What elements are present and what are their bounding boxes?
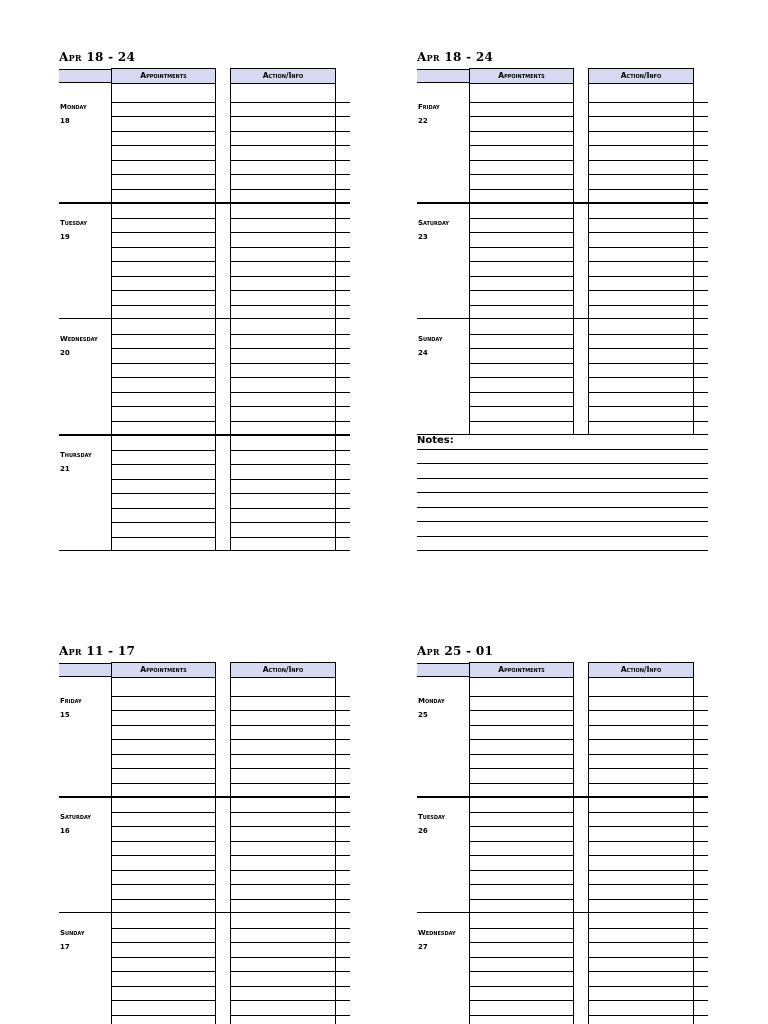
action-slot[interactable] [230,363,350,364]
action-slot[interactable] [230,696,350,697]
action-info-header: Action/Info [588,662,694,678]
day-number: 21 [60,465,70,473]
grid-bottom-line [417,434,708,435]
action-slot[interactable] [588,710,708,711]
day-number: 22 [418,117,428,125]
action-slot[interactable] [588,855,708,856]
appointment-slot[interactable] [469,754,574,755]
action-slot[interactable] [230,710,350,711]
action-slot[interactable] [588,189,708,190]
day-name: Tuesday [60,219,88,227]
appointment-slot[interactable] [111,508,216,509]
day-number: 19 [60,233,70,241]
appointments-header: Appointments [111,662,216,678]
action-slot[interactable] [588,290,708,291]
day-name: Thursday [60,451,92,459]
action-slot[interactable] [588,421,708,422]
action-slot[interactable] [230,739,350,740]
day-number: 27 [418,943,428,951]
action-slot[interactable] [588,116,708,117]
action-slot[interactable] [230,826,350,827]
day-separator [59,318,350,319]
action-slot[interactable] [588,305,708,306]
action-slot[interactable] [230,145,350,146]
action-slot[interactable] [588,1015,708,1016]
appointment-slot[interactable] [469,174,574,175]
day-number: 23 [418,233,428,241]
appointment-slot[interactable] [469,957,574,958]
appointment-slot[interactable] [469,928,574,929]
appointment-slot[interactable] [469,334,574,335]
action-slot[interactable] [230,102,350,103]
appointment-slot[interactable] [469,102,574,103]
planner-page [417,644,708,1024]
appointment-slot[interactable] [469,942,574,943]
appointment-slot[interactable] [469,826,574,827]
action-slot[interactable] [588,754,708,755]
appointment-slot[interactable] [469,696,574,697]
appointment-slot[interactable] [111,1000,216,1001]
appointment-slot[interactable] [469,971,574,972]
action-slot[interactable] [230,899,350,900]
action-slot[interactable] [230,261,350,262]
appointment-slot[interactable] [111,928,216,929]
action-slot[interactable] [230,986,350,987]
appointment-slot[interactable] [111,479,216,480]
action-slot[interactable] [230,290,350,291]
action-slot[interactable] [230,754,350,755]
appointment-slot[interactable] [469,406,574,407]
appointment-slot[interactable] [111,826,216,827]
notes-line[interactable] [417,521,708,522]
appointment-slot[interactable] [469,189,574,190]
action-slot[interactable] [230,783,350,784]
day-separator [59,434,350,436]
appointment-slot[interactable] [469,145,574,146]
action-slot[interactable] [588,957,708,958]
action-slot[interactable] [588,899,708,900]
appointments-column [469,84,574,435]
appointment-slot[interactable] [111,537,216,538]
action-slot[interactable] [588,145,708,146]
action-slot[interactable] [230,392,350,393]
action-slot[interactable] [588,1000,708,1001]
action-slot[interactable] [230,450,350,451]
notes-line[interactable] [417,463,708,464]
appointment-slot[interactable] [469,1000,574,1001]
notes-line[interactable] [417,507,708,508]
action-slot[interactable] [588,102,708,103]
action-slot[interactable] [230,377,350,378]
appointment-slot[interactable] [111,145,216,146]
action-info-header: Action/Info [230,68,336,84]
action-slot[interactable] [230,493,350,494]
action-slot[interactable] [588,942,708,943]
action-slot[interactable] [588,174,708,175]
appointment-slot[interactable] [469,870,574,871]
appointment-slot[interactable] [111,377,216,378]
action-slot[interactable] [588,696,708,697]
appointment-slot[interactable] [111,1015,216,1016]
action-slot[interactable] [588,160,708,161]
appointment-slot[interactable] [111,899,216,900]
notes-line[interactable] [417,449,708,450]
appointment-slot[interactable] [111,754,216,755]
action-slot[interactable] [230,841,350,842]
appointment-slot[interactable] [111,102,216,103]
appointment-slot[interactable] [111,421,216,422]
action-slot[interactable] [588,725,708,726]
appointment-slot[interactable] [111,290,216,291]
appointment-slot[interactable] [469,290,574,291]
appointment-slot[interactable] [469,160,574,161]
week-title: Apr 25 - 01 [417,644,494,658]
appointment-slot[interactable] [111,841,216,842]
action-slot[interactable] [588,131,708,132]
notes-line[interactable] [417,478,708,479]
day-name: Sunday [60,929,85,937]
day-separator [59,796,350,798]
action-slot[interactable] [230,870,350,871]
action-slot[interactable] [230,305,350,306]
appointment-slot[interactable] [111,392,216,393]
appointment-slot[interactable] [111,522,216,523]
notes-line[interactable] [417,492,708,493]
day-number: 17 [60,943,70,951]
action-slot[interactable] [588,826,708,827]
action-slot[interactable] [230,971,350,972]
appointment-slot[interactable] [111,450,216,451]
action-slot[interactable] [230,928,350,929]
action-slot[interactable] [588,218,708,219]
notes-line[interactable] [417,536,708,537]
day-name: Monday [418,697,445,705]
action-slot[interactable] [230,479,350,480]
appointment-slot[interactable] [469,1015,574,1016]
appointments-column [111,678,216,1024]
day-name: Friday [418,103,440,111]
action-slot[interactable] [230,725,350,726]
appointment-slot[interactable] [111,261,216,262]
day-name: Wednesday [60,335,98,343]
appointment-slot[interactable] [111,768,216,769]
appointment-slot[interactable] [111,783,216,784]
action-slot[interactable] [230,957,350,958]
action-slot[interactable] [230,1000,350,1001]
appointment-slot[interactable] [469,739,574,740]
appointment-slot[interactable] [469,247,574,248]
appointment-slot[interactable] [111,986,216,987]
appointment-slot[interactable] [111,160,216,161]
action-slot[interactable] [230,884,350,885]
action-slot[interactable] [588,783,708,784]
day-name: Saturday [418,219,450,227]
day-number: 16 [60,827,70,835]
appointment-slot[interactable] [111,710,216,711]
appointments-header: Appointments [111,68,216,84]
action-slot[interactable] [588,261,708,262]
day-name: Saturday [60,813,92,821]
action-slot[interactable] [588,739,708,740]
action-slot[interactable] [230,189,350,190]
header-strip [417,69,469,83]
appointment-slot[interactable] [469,986,574,987]
header-strip [59,663,111,677]
day-name: Wednesday [418,929,456,937]
appointments-column [469,678,574,1024]
action-slot[interactable] [230,348,350,349]
week-title: Apr 18 - 24 [417,50,494,64]
appointment-slot[interactable] [111,363,216,364]
action-slot[interactable] [230,768,350,769]
action-slot[interactable] [588,348,708,349]
appointment-slot[interactable] [111,696,216,697]
action-slot[interactable] [230,218,350,219]
appointment-slot[interactable] [111,870,216,871]
appointment-slot[interactable] [469,348,574,349]
day-number: 15 [60,711,70,719]
action-slot[interactable] [588,334,708,335]
appointment-slot[interactable] [111,305,216,306]
action-slot[interactable] [230,160,350,161]
appointments-header: Appointments [469,68,574,84]
action-slot[interactable] [588,768,708,769]
action-slot[interactable] [230,855,350,856]
action-slot[interactable] [230,131,350,132]
day-number: 25 [418,711,428,719]
appointment-slot[interactable] [111,812,216,813]
action-slot[interactable] [588,392,708,393]
appointment-slot[interactable] [469,276,574,277]
appointment-slot[interactable] [469,305,574,306]
action-slot[interactable] [230,276,350,277]
appointment-slot[interactable] [111,131,216,132]
appointment-slot[interactable] [469,841,574,842]
appointment-slot[interactable] [469,768,574,769]
appointment-slot[interactable] [111,276,216,277]
appointment-slot[interactable] [111,116,216,117]
day-separator [417,796,708,798]
week-title: Apr 11 - 17 [59,644,136,658]
action-slot[interactable] [230,247,350,248]
grid-bottom-line [59,550,350,551]
action-info-column [588,678,694,1024]
day-number: 24 [418,349,428,357]
action-info-header: Action/Info [230,662,336,678]
appointment-slot[interactable] [469,421,574,422]
action-slot[interactable] [588,971,708,972]
appointment-slot[interactable] [111,189,216,190]
appointment-slot[interactable] [111,406,216,407]
appointment-slot[interactable] [469,710,574,711]
appointments-header: Appointments [469,662,574,678]
action-slot[interactable] [230,174,350,175]
week-title: Apr 18 - 24 [59,50,136,64]
day-number: 20 [60,349,70,357]
appointment-slot[interactable] [469,131,574,132]
appointment-slot[interactable] [469,392,574,393]
action-slot[interactable] [588,363,708,364]
appointment-slot[interactable] [469,783,574,784]
appointment-slot[interactable] [111,739,216,740]
day-separator [59,912,350,913]
action-info-header: Action/Info [588,68,694,84]
header-strip [417,663,469,677]
appointment-slot[interactable] [111,247,216,248]
action-slot[interactable] [588,870,708,871]
action-slot[interactable] [230,334,350,335]
day-number: 18 [60,117,70,125]
action-slot[interactable] [588,986,708,987]
action-slot[interactable] [588,406,708,407]
action-slot[interactable] [230,464,350,465]
appointment-slot[interactable] [111,464,216,465]
appointment-slot[interactable] [111,493,216,494]
appointment-slot[interactable] [111,942,216,943]
notes-line[interactable] [417,550,708,551]
appointment-slot[interactable] [111,855,216,856]
appointment-slot[interactable] [469,232,574,233]
appointment-slot[interactable] [111,174,216,175]
notes-label: Notes: [417,435,454,446]
action-slot[interactable] [230,812,350,813]
appointment-slot[interactable] [111,971,216,972]
action-slot[interactable] [230,508,350,509]
action-info-column [230,678,336,1024]
action-slot[interactable] [230,232,350,233]
appointment-slot[interactable] [111,348,216,349]
appointment-slot[interactable] [111,334,216,335]
day-name: Friday [60,697,82,705]
action-slot[interactable] [588,884,708,885]
action-slot[interactable] [230,942,350,943]
day-separator [417,318,708,319]
action-slot[interactable] [230,537,350,538]
day-separator [59,202,350,204]
appointment-slot[interactable] [111,232,216,233]
appointment-slot[interactable] [469,377,574,378]
action-slot[interactable] [230,116,350,117]
action-slot[interactable] [230,421,350,422]
day-separator [417,202,708,204]
day-number: 26 [418,827,428,835]
action-info-column [588,84,694,435]
action-slot[interactable] [230,406,350,407]
day-name: Tuesday [418,813,446,821]
action-slot[interactable] [588,377,708,378]
day-separator [417,912,708,913]
appointment-slot[interactable] [469,725,574,726]
appointment-slot[interactable] [469,116,574,117]
action-slot[interactable] [588,232,708,233]
action-slot[interactable] [230,522,350,523]
action-slot[interactable] [588,841,708,842]
appointment-slot[interactable] [469,899,574,900]
action-slot[interactable] [230,1015,350,1016]
appointment-slot[interactable] [111,957,216,958]
appointment-slot[interactable] [111,218,216,219]
action-slot[interactable] [588,812,708,813]
planner-page [59,644,350,1024]
appointment-slot[interactable] [469,261,574,262]
action-slot[interactable] [588,276,708,277]
day-name: Monday [60,103,87,111]
appointment-slot[interactable] [469,884,574,885]
appointment-slot[interactable] [469,218,574,219]
appointment-slot[interactable] [469,855,574,856]
action-slot[interactable] [588,928,708,929]
appointment-slot[interactable] [111,725,216,726]
appointment-slot[interactable] [111,884,216,885]
day-name: Sunday [418,335,443,343]
header-strip [59,69,111,83]
appointment-slot[interactable] [469,363,574,364]
appointment-slot[interactable] [469,812,574,813]
action-slot[interactable] [588,247,708,248]
